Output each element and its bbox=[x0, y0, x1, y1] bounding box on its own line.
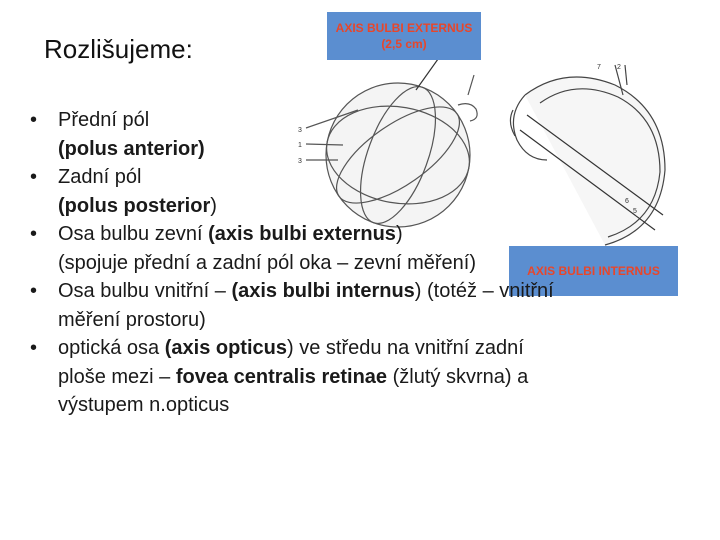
bullet-line bbox=[58, 220, 690, 249]
latin-term: (axis bulbi internus bbox=[231, 280, 415, 302]
fig-right-label-5: 5 bbox=[633, 208, 637, 215]
bullet-line: (spojuje přední a zadní pól oka – zevní měření) bbox=[58, 251, 477, 274]
fig-right-label-6: 6 bbox=[625, 198, 629, 205]
bullet-text: ) ve středu na vnitřní zadní bbox=[287, 337, 524, 359]
latin-term: (polus anterior) bbox=[58, 137, 205, 160]
bullet-line bbox=[58, 135, 690, 164]
bullet-line bbox=[58, 192, 690, 221]
slide-title: Rozlišujeme: bbox=[44, 34, 193, 64]
bullet-text: Osa bulbu vnitřní – bbox=[58, 280, 232, 302]
axis-bulbi-internus-badge: AXIS BULBI INTERNUS bbox=[509, 246, 678, 296]
fig-left-label-1: 3 bbox=[298, 127, 302, 134]
bullet-text: Osa bulbu zevní bbox=[58, 223, 209, 245]
axis-bulbi-externus-badge bbox=[327, 12, 481, 60]
externus-badge-line1: AXIS BULBI EXTERNUS bbox=[335, 21, 473, 35]
bullet-item bbox=[30, 163, 690, 220]
bullet-dot: • bbox=[30, 223, 38, 245]
externus-badge-line2: (2,5 cm) bbox=[381, 37, 427, 51]
bullet-item bbox=[30, 277, 690, 334]
bullet-line bbox=[58, 363, 690, 392]
bullet-item bbox=[30, 220, 690, 277]
fig-left-label-2: 1 bbox=[298, 142, 302, 149]
bullet-line: Zadní pól bbox=[58, 166, 142, 188]
latin-term: (axis opticus bbox=[164, 337, 287, 359]
latin-term: (axis bulbi externus bbox=[208, 223, 396, 245]
bullet-line: Přední pól bbox=[58, 109, 150, 131]
bullet-text: ) (totéž – vnitřní bbox=[414, 280, 554, 302]
bullet-item bbox=[30, 334, 690, 420]
bullet-line: výstupem n.opticus bbox=[58, 394, 230, 416]
bullet-text: optická osa bbox=[58, 337, 165, 359]
bullet-text: ) bbox=[210, 194, 217, 217]
bullet-dot: • bbox=[30, 109, 38, 131]
bullet-dot: • bbox=[30, 337, 38, 359]
bullet-line: měření prostoru) bbox=[58, 308, 206, 331]
bullet-line bbox=[58, 334, 690, 363]
bullet-text: (žlutý skvrna) a bbox=[387, 365, 529, 388]
bullet-item bbox=[30, 106, 690, 163]
bullet-text: ploše mezi – bbox=[58, 365, 176, 388]
bullet-dot: • bbox=[30, 280, 38, 302]
bullet-line bbox=[58, 277, 690, 306]
fig-right-label-2: 2 bbox=[617, 64, 621, 71]
bullet-dot: • bbox=[30, 166, 38, 188]
fig-right-label-7: 7 bbox=[597, 64, 601, 71]
bullet-text: ) bbox=[395, 223, 403, 245]
latin-term: fovea centralis retinae bbox=[175, 365, 388, 388]
latin-term: (polus posterior bbox=[58, 194, 211, 217]
bullet-list bbox=[30, 106, 690, 420]
fig-left-label-3: 3 bbox=[298, 158, 302, 165]
